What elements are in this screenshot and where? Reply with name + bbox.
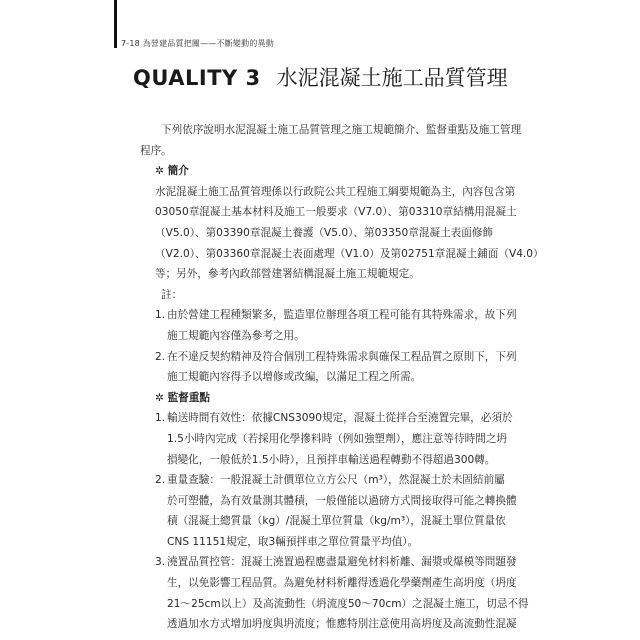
section-heading-intro: ✲ 簡介 xyxy=(155,165,189,178)
item-line: 重量查驗：一般混凝土計價單位立方公尺（m³），然混凝土於未固結前屬 xyxy=(167,474,505,487)
note-number: 1. xyxy=(155,309,166,322)
note-label: 註： xyxy=(161,288,183,301)
item-line: 澆置品質控管：混凝土澆置過程應盡量避免材料析離、漏漿或爆模等問題發 xyxy=(167,556,517,569)
body-text xyxy=(140,120,544,635)
page-spine-bar xyxy=(114,0,117,48)
supervision-item xyxy=(140,470,517,552)
intro-section-line: （V5.0）、第03390章混凝土養護（V5.0）、第03350章混凝土表面修飾 xyxy=(155,226,494,239)
item-number: 3. xyxy=(155,556,166,569)
section-heading-supervision: ✲ 監督重點 xyxy=(155,391,210,404)
item-number: 1. xyxy=(155,412,166,425)
intro-line: 下列依序說明水泥混凝土施工品質管理之施工規範簡介、監督重點及施工管理 xyxy=(161,124,522,136)
intro-section-line: 水泥混凝土施工品質管理係以行政院公共工程施工綱要規範為主，內容包含第 xyxy=(155,185,516,198)
supervision-item xyxy=(140,408,512,470)
item-line: 1.5小時內完成（若採用化學摻料時（例如強塑劑），應注意等待時間之坍 xyxy=(167,432,507,445)
intro-section-paragraph xyxy=(140,182,544,285)
note-item xyxy=(140,305,517,346)
title-quality-number: QUALITY 3 xyxy=(133,66,261,90)
note-line: 由於營建工程種類繁多，監造單位辦理各項工程可能有其特殊需求，故下列 xyxy=(167,309,517,322)
item-line: 21～25cm以上）及高流動性（坍流度50～70cm）之混凝土施工，切忌不得 xyxy=(167,597,529,610)
note-line: 施工規範內容得予以增修或改編，以滿足工程之所需。 xyxy=(167,371,422,384)
item-line: 輸送時間有效性：依據CNS3090規定，混凝土從拌合至澆置完畢，必須於 xyxy=(167,412,513,425)
intro-section-line: （V2.0）、第03360章混凝土表面處理（V1.0）及第02751章混凝土鋪面（V4.0） xyxy=(155,247,544,260)
intro-section-line: 03050章混凝土基本材料及施工一般要求（V7.0）、第03310章結構用混凝土 xyxy=(155,206,517,219)
note-line: 施工規範內容僅為參考之用。 xyxy=(167,329,305,342)
intro-section-line: 等；另外，參考內政部營建署結構混凝土施工規範規定。 xyxy=(155,268,420,281)
item-line: 損變化，一般低於1.5小時），且預拌車輸送過程轉動不得超過300轉。 xyxy=(167,453,496,466)
note-line: 在不違反契約精神及符合個別工程特殊需求與確保工程品質之原則下，下列 xyxy=(167,350,517,363)
note-item xyxy=(140,347,517,388)
item-line: 透過加水方式增加坍度與坍流度；惟應特別注意使用高坍度及高流動性混凝 xyxy=(167,618,517,631)
title-text: 水泥混凝土施工品質管理 xyxy=(276,66,508,90)
supervision-item xyxy=(140,552,529,634)
item-line: 積（混凝土總質量（kg）/混凝土單位質量（kg/m³），混凝土單位質量依 xyxy=(167,515,506,528)
item-line: 於可塑體，為有效量測其體積，一般僅能以過磅方式間接取得可能之轉換體 xyxy=(167,494,517,507)
intro-line: 程序。 xyxy=(140,144,172,157)
item-line: 生，以免影響工程品質。為避免材料析離得透過化學藥劑產生高坍度（坍度 xyxy=(167,577,517,590)
page-title xyxy=(133,62,508,92)
item-line: CNS 11151規定，取3輛預拌車之單位質量平均值）。 xyxy=(167,535,419,548)
running-head: 7-18 為營建品質把關——不斷變動的異動 xyxy=(121,39,274,48)
note-number: 2. xyxy=(155,350,166,363)
intro-paragraph xyxy=(140,120,522,161)
item-number: 2. xyxy=(155,474,166,487)
